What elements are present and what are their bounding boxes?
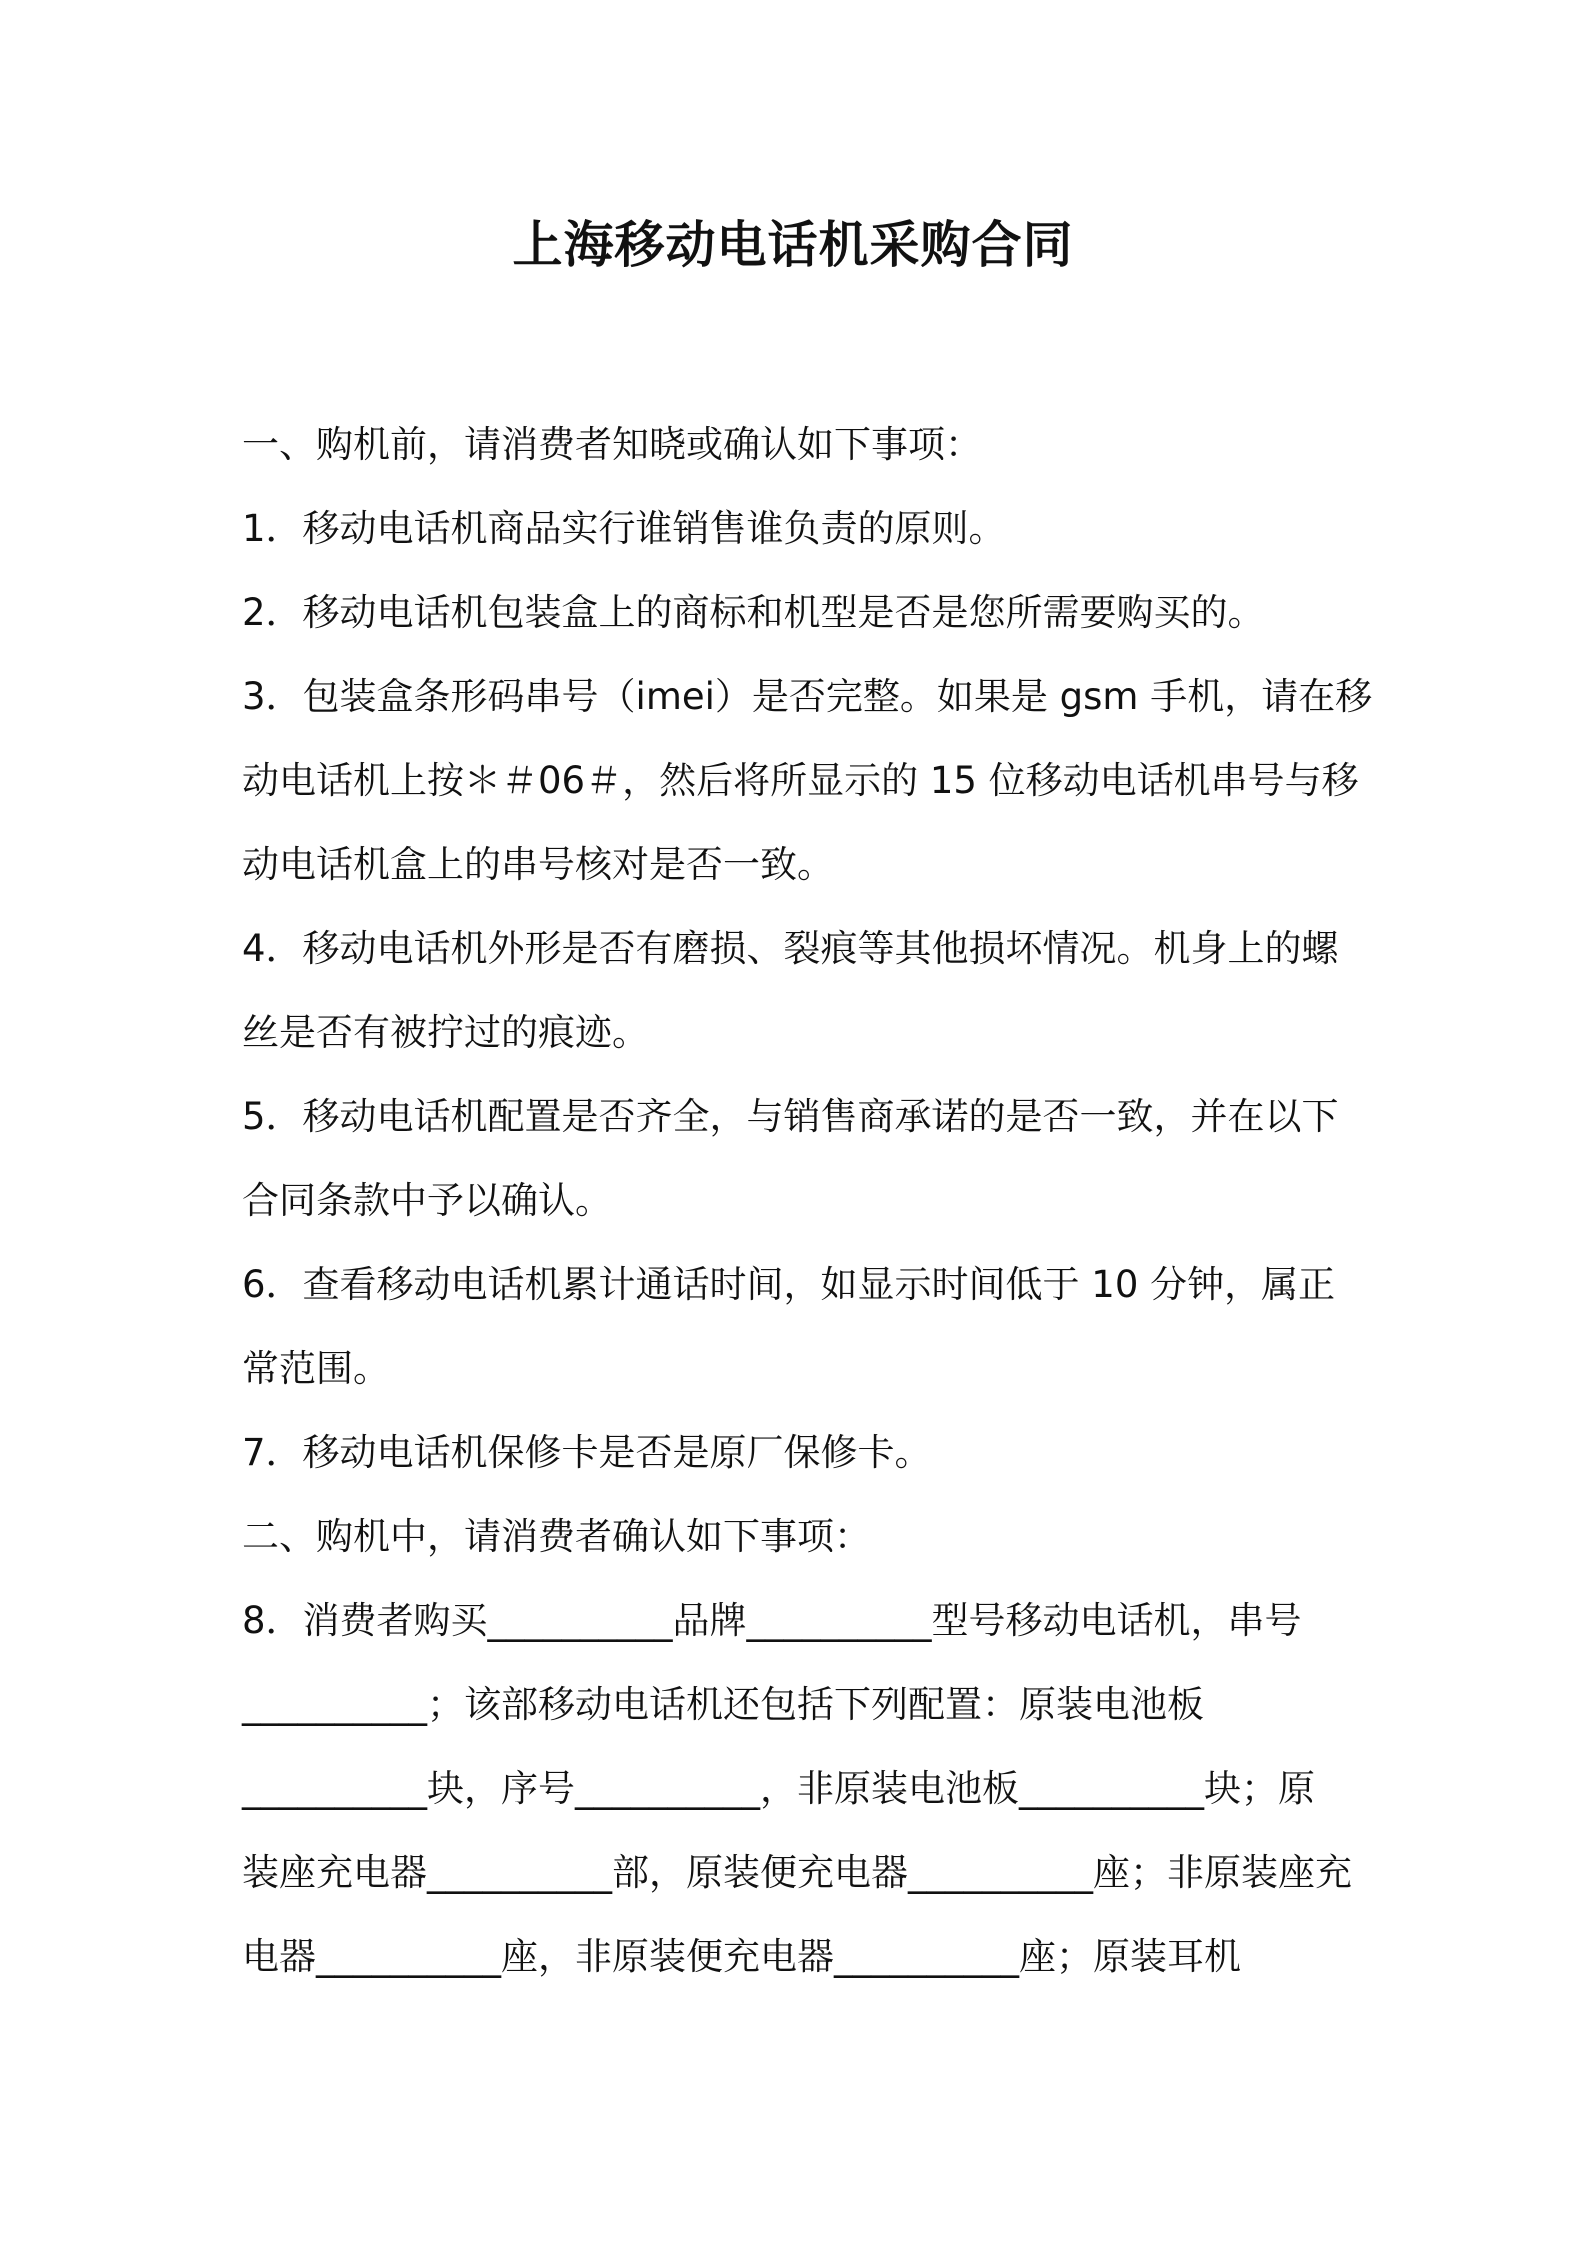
clause-3-line-3: 动电话机盒上的串号核对是否一致。 [242, 843, 834, 886]
section-heading-2: 二、购机中，请消费者确认如下事项： [242, 1515, 871, 1558]
clause-2: 2．移动电话机包装盒上的商标和机型是否是您所需要购买的。 [242, 591, 1265, 634]
clause-8-line-5: 电器__________座，非原装便充电器__________座；原装耳机 [242, 1935, 1241, 1978]
clause-7: 7．移动电话机保修卡是否是原厂保修卡。 [242, 1431, 932, 1474]
clause-5-line-2: 合同条款中予以确认。 [242, 1179, 612, 1222]
clause-4-line-2: 丝是否有被拧过的痕迹。 [242, 1011, 649, 1054]
section-heading-1: 一、购机前，请消费者知晓或确认如下事项： [242, 423, 982, 466]
clause-6-line-2: 常范围。 [242, 1347, 390, 1390]
clause-5-line-1: 5．移动电话机配置是否齐全，与销售商承诺的是否一致，并在以下 [242, 1095, 1339, 1138]
clause-8-line-1: 8．消费者购买__________品牌__________型号移动电话机，串号 [242, 1599, 1302, 1642]
clause-3-line-2: 动电话机上按＊＃06＃，然后将所显示的 15 位移动电话机串号与移 [242, 759, 1359, 802]
clause-6-line-1: 6．查看移动电话机累计通话时间，如显示时间低于 10 分钟，属正 [242, 1263, 1336, 1306]
clause-8-line-2: __________；该部移动电话机还包括下列配置：原装电池板 [242, 1683, 1204, 1726]
document-body [242, 403, 1372, 1999]
document-title: 上海移动电话机采购合同 [512, 216, 1074, 274]
clause-4-line-1: 4．移动电话机外形是否有磨损、裂痕等其他损坏情况。机身上的螺 [242, 927, 1339, 970]
clause-8-line-4: 装座充电器__________部，原装便充电器__________座；非原装座充 [242, 1851, 1352, 1894]
clause-3-line-1: 3．包装盒条形码串号（imei）是否完整。如果是 gsm 手机，请在移 [242, 675, 1373, 718]
clause-1: 1．移动电话机商品实行谁销售谁负责的原则。 [242, 507, 1006, 550]
clause-8-line-3: __________块，序号__________，非原装电池板__________块；原 [242, 1767, 1315, 1810]
